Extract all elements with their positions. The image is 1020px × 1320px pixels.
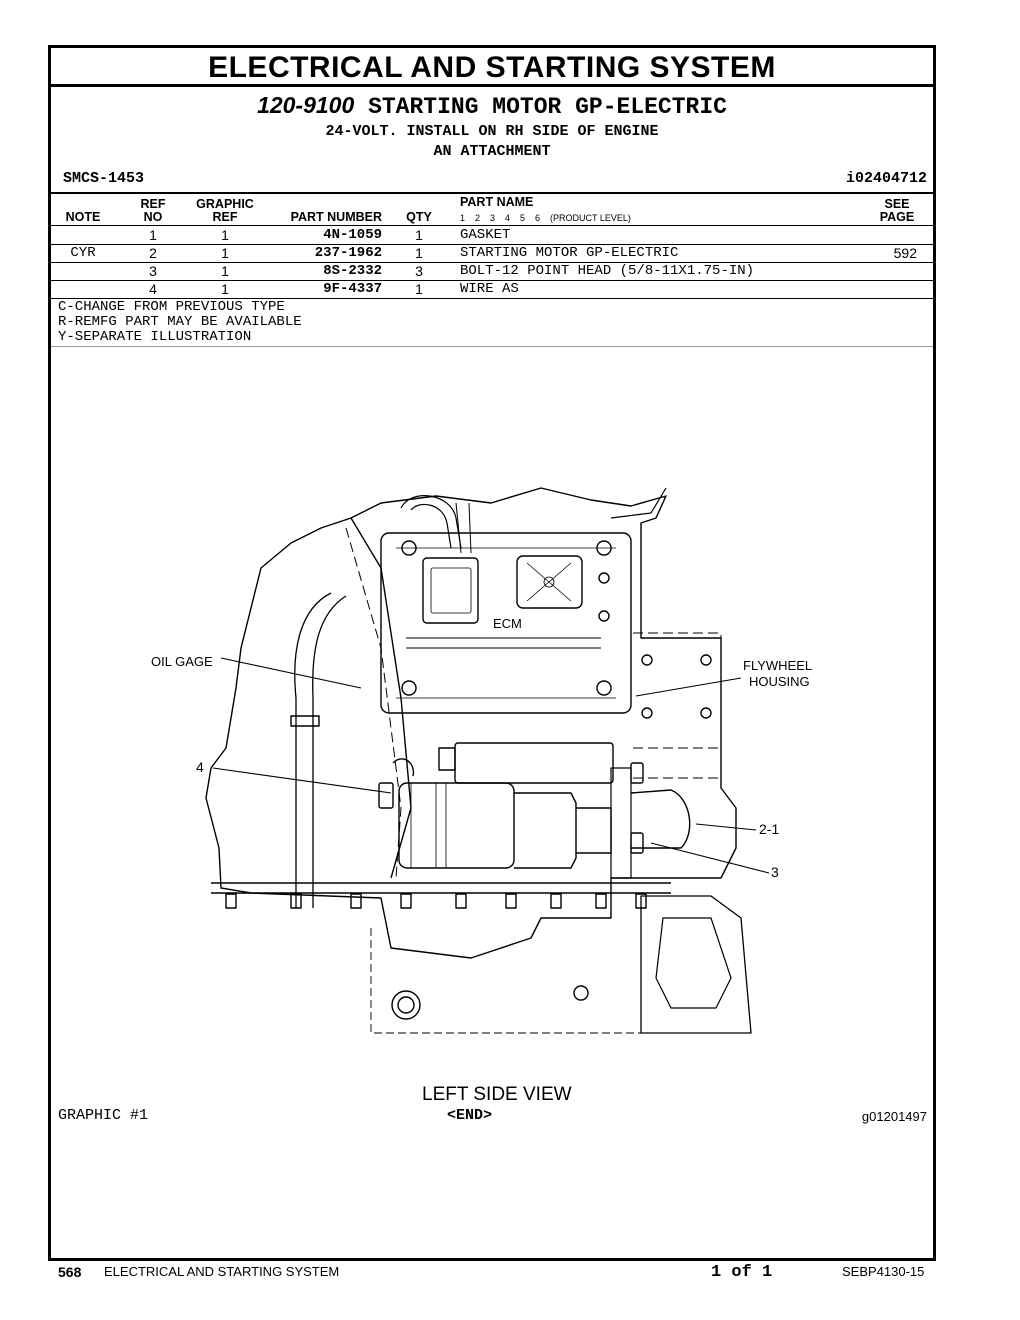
- row-qty: 1: [415, 227, 423, 243]
- row-part-name: WIRE AS: [460, 281, 519, 297]
- graphic-number: GRAPHIC #1: [58, 1107, 149, 1124]
- legend-note: Y-SEPARATE ILLUSTRATION: [58, 329, 252, 345]
- graphic-id: g01201497: [861, 1109, 927, 1124]
- col-ref-header-top: REF: [140, 197, 166, 211]
- row-graphic: 1: [221, 245, 229, 261]
- engine-illustration: [51, 48, 933, 1258]
- legend-note: R-REMFG PART MAY BE AVAILABLE: [58, 314, 302, 330]
- page-number: 568: [58, 1264, 82, 1280]
- col-part-name-header: PART NAME: [460, 195, 534, 209]
- flywheel-label-line2: HOUSING: [749, 674, 810, 689]
- callout-3: 3: [771, 864, 779, 880]
- oil-gage-label: OIL GAGE: [151, 654, 213, 669]
- col-see-header-top: SEE: [884, 197, 910, 211]
- col-graphic-header-top: GRAPHIC: [196, 197, 254, 211]
- row-part-name: BOLT-12 POINT HEAD (5/8-11X1.75-IN): [460, 263, 755, 279]
- group-name: STARTING MOTOR GP-ELECTRIC: [368, 94, 727, 120]
- section-title: ELECTRICAL AND STARTING SYSTEM: [51, 48, 933, 87]
- flywheel-label-line1: FLYWHEEL: [743, 658, 813, 673]
- group-description: 24-VOLT. INSTALL ON RH SIDE OF ENGINE: [325, 123, 659, 140]
- flywheel-housing-leader: [636, 678, 741, 696]
- row-graphic: 1: [221, 227, 229, 243]
- callout-3-leader: [651, 843, 769, 873]
- doc-id: SEBP4130-15: [842, 1264, 925, 1279]
- smcs-code: SMCS-1453: [63, 170, 145, 187]
- end-marker: <END>: [447, 1107, 493, 1124]
- row-ref: 1: [149, 227, 157, 243]
- col-see-header-bottom: PAGE: [879, 210, 915, 224]
- row-see-page[interactable]: 592: [893, 245, 917, 261]
- ecm-label: ECM: [493, 616, 522, 631]
- legend-note: C-CHANGE FROM PREVIOUS TYPE: [58, 299, 285, 315]
- row-part-number: 9F-4337: [323, 281, 382, 297]
- starter-pinion-housing: [631, 790, 690, 848]
- row-part-number: 8S-2332: [323, 263, 382, 279]
- view-label: LEFT SIDE VIEW: [422, 1084, 572, 1105]
- row-part-name: GASKET: [460, 227, 511, 243]
- oil-gage-leader: [221, 658, 361, 688]
- row-part-name: STARTING MOTOR GP-ELECTRIC: [460, 245, 679, 261]
- callout-2-1-leader: [696, 824, 756, 830]
- document-frame: [48, 45, 936, 1261]
- group-attachment: AN ATTACHMENT: [433, 143, 551, 160]
- col-ref-header-bottom: NO: [143, 210, 163, 224]
- row-ref: 3: [149, 263, 157, 279]
- row-part-number: 4N-1059: [323, 227, 382, 243]
- row-graphic: 1: [221, 263, 229, 279]
- row-note: CYR: [70, 245, 96, 261]
- callout-2-1: 2-1: [759, 821, 780, 837]
- pan-rail-bolts: [226, 894, 646, 908]
- col-graphic-header-bottom: REF: [212, 210, 238, 224]
- group-number: 120-9100: [257, 92, 355, 118]
- row-qty: 3: [415, 263, 423, 279]
- row-ref: 4: [149, 281, 157, 297]
- callout-4: 4: [196, 759, 204, 775]
- row-part-number: 237-1962: [314, 245, 382, 261]
- starter-motor-body: [399, 783, 514, 868]
- row-graphic: 1: [221, 281, 229, 297]
- col-note-header: NOTE: [65, 210, 101, 224]
- row-qty: 1: [415, 281, 423, 297]
- col-part-number-header: PART NUMBER: [290, 210, 382, 224]
- col-qty-header: QTY: [406, 210, 432, 224]
- product-level-legend: 1 2 3 4 5 6 (PRODUCT LEVEL): [460, 213, 631, 223]
- row-qty: 1: [415, 245, 423, 261]
- footer-section-title: ELECTRICAL AND STARTING SYSTEM: [104, 1264, 340, 1279]
- info-id: i02404712: [845, 170, 927, 187]
- page-of: 1 of 1: [711, 1263, 773, 1282]
- row-ref: 2: [149, 245, 157, 261]
- callout-4-leader: [213, 768, 391, 793]
- starter-solenoid: [455, 743, 613, 783]
